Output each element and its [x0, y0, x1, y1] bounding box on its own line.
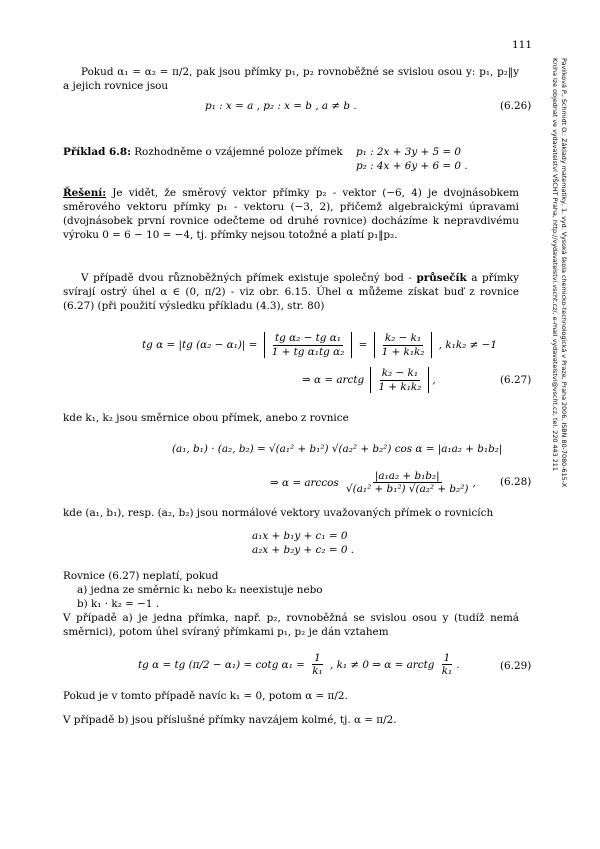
abs-bar-right	[351, 332, 352, 358]
eq627-fraction-2	[380, 332, 427, 358]
intersection-bold-term: průsečík	[416, 272, 467, 284]
equation-6-26: p₁ : x = a , p₂ : x = b , a ≠ b .	[205, 100, 357, 112]
eq628-line2-end: ,	[472, 476, 476, 489]
eq627-frac2-denominator: 1 + k₁k₂	[381, 345, 425, 358]
side-citation-line-2: Kniha lze objednat ve vydavatelství VŠCHT Praha, http://vydavatelstvi.vscht.cz/, e-mail vydavatelstvi@vscht.cz, tel. 220 443 211	[550, 58, 559, 471]
eq629-fraction-1	[310, 652, 324, 678]
system-line-2: a₂x + b₂y + c₂ = 0 .	[252, 544, 355, 556]
example-heading	[63, 146, 343, 160]
abs-bar-right	[428, 367, 429, 393]
abs-bar-right	[431, 332, 432, 358]
page-number: 111	[512, 39, 533, 51]
eq629-f2-denominator: k₁	[441, 665, 453, 678]
equation-number-6-26: (6.26)	[500, 100, 532, 112]
vertical-case-paragraph: V případě a) je jedna přímka, např. p₂, rovnoběžná se svislou osou y (tudíž nemá směrnici), potom úhel svíraný přímkami p₁, p₂ je dán vztahem	[63, 611, 519, 638]
equation-6-28-line-2	[270, 470, 476, 496]
perpendicular-paragraph: V případě b) jsou příslušné přímky navzájem kolmé, tj. α = π/2.	[63, 714, 397, 726]
solution-label: Řešení:	[63, 187, 107, 199]
eq627-frac3-denominator: 1 + k₁k₂	[378, 380, 422, 393]
eq627-condition: , k₁k₂ ≠ −1	[438, 339, 497, 351]
abs-bar-left	[370, 367, 371, 393]
eq627-line2-lhs: ⇒ α = arctg	[302, 374, 365, 386]
eq627-frac2-numerator: k₂ − k₁	[384, 332, 422, 345]
eq627-fraction-3	[376, 367, 423, 393]
abs-bar-left	[374, 332, 375, 358]
example-text: Rozhodněme o vzájemné poloze přímek	[134, 146, 343, 158]
eq629-condition: , k₁ ≠ 0 ⇒ α = arctg	[329, 658, 435, 671]
equation-6-29	[138, 652, 460, 678]
k1-zero-paragraph: Pokud je v tomto případě navíc k₁ = 0, potom α = π/2.	[63, 690, 348, 702]
example-line-p1: p₁ : 2x + 3y + 5 = 0	[356, 146, 462, 158]
eq627-frac3-numerator: k₂ − k₁	[381, 367, 419, 380]
equation-6-28-line-1: (a₁, b₁) · (a₂, b₂) = √(a₁² + b₁²) √(a₂² + b₂²) cos α = |a₁a₂ + b₁b₂|	[172, 443, 503, 455]
intersection-paragraph	[63, 272, 519, 314]
normals-paragraph: kde (a₁, b₁), resp. (a₂, b₂) jsou normálové vektory uvažovaných přímek o rovnicích	[63, 507, 494, 519]
equation-6-27-line-1	[142, 332, 497, 358]
eq629-f1-denominator: k₁	[312, 665, 323, 678]
eq627-frac1-denominator: 1 + tg α₁tg α₂	[271, 345, 345, 358]
eq628-denominator: √(a₁² + b₁²) √(a₂² + b₂²)	[346, 483, 469, 496]
equation-number-6-28: (6.28)	[500, 476, 532, 488]
eq627-lhs: tg α = |tg (α₂ − α₁)| =	[142, 339, 258, 351]
eq627-line2-end: ,	[432, 374, 436, 386]
eq627-frac1-numerator: tg α₂ − tg α₁	[275, 332, 341, 345]
conditions-block	[63, 570, 519, 640]
eq629-end: .	[456, 658, 460, 671]
intersection-text-a: V případě dvou různoběžných přímek existuje společný bod -	[81, 272, 417, 284]
side-citation-line-1: Pavlíková P., Schmidt O.: Základy matematiky, 1. vyd. Vysoká škola chemicko-technologická v Praze, Praha 2006. ISBN 80-7080-615-X	[560, 58, 568, 488]
example-label: Příklad 6.8:	[63, 146, 131, 158]
conditions-intro: Rovnice (6.27) neplatí, pokud	[63, 570, 219, 582]
intersection-text-b: a přímky svírají ostrý úhel α ∈ (0, π/2) - viz obr. 6.15. Úhel α můžeme získat buď z rovnice (6.27) (při použití výsledku příkladu (4.3), str. 80)	[63, 272, 519, 312]
eq629-f1-numerator: 1	[314, 652, 321, 664]
eq627-fraction-1	[270, 332, 347, 358]
eq629-paren: (π/2 − α₁)	[188, 658, 241, 671]
condition-item-a: a) jedna ze směrnic k₁ nebo k₂ neexistuje nebo	[77, 583, 323, 596]
system-line-1: a₁x + b₁y + c₁ = 0	[252, 530, 348, 542]
eq629-lhs: tg α = tg	[138, 658, 186, 671]
equation-6-27-line-2	[302, 367, 436, 393]
eq629-f2-numerator: 1	[443, 652, 451, 664]
eq629-fraction-2	[440, 652, 454, 678]
example-line-p2: p₂ : 4x + 6y + 6 = 0 .	[356, 160, 468, 172]
abs-bar-left	[264, 332, 265, 358]
condition-item-b: b) k₁ · k₂ = −1 .	[77, 597, 160, 610]
solution-paragraph	[63, 187, 519, 243]
eq628-line2-lhs: ⇒ α = arccos	[270, 476, 339, 489]
slopes-paragraph: kde k₁, k₂ jsou směrnice obou přímek, anebo z rovnice	[63, 412, 349, 424]
eq628-numerator: |a₁a₂ + b₁b₂|	[374, 470, 440, 482]
eq627-equals: =	[358, 339, 368, 351]
eq628-fraction	[344, 470, 470, 496]
eq629-mid: = cotg α₁ =	[243, 658, 305, 671]
equation-number-6-29: (6.29)	[500, 660, 532, 672]
equation-number-6-27: (6.27)	[500, 374, 532, 386]
side-citation	[549, 58, 568, 618]
intro-paragraph: Pokud α₁ = α₂ = π/2, pak jsou přímky p₁, p₂ rovnoběžné se svislou osou y: p₁, p₂‖y a jejich rovnice jsou	[63, 66, 519, 92]
solution-text: Je vidět, že směrový vektor přímky p₂ - vektor (−6, 4) je dvojnásobkem směrového vektoru přímky p₁ - vektoru (−3, 2), přičemž algebraickými úpravami (dvojnásobek první rovnice odečteme od druhé rovnice) docházíme k nepravdivému výroku 0 = 6 − 10 = −4, tj. přímky nejsou totožné a platí p₁‖p₂.	[63, 187, 519, 241]
